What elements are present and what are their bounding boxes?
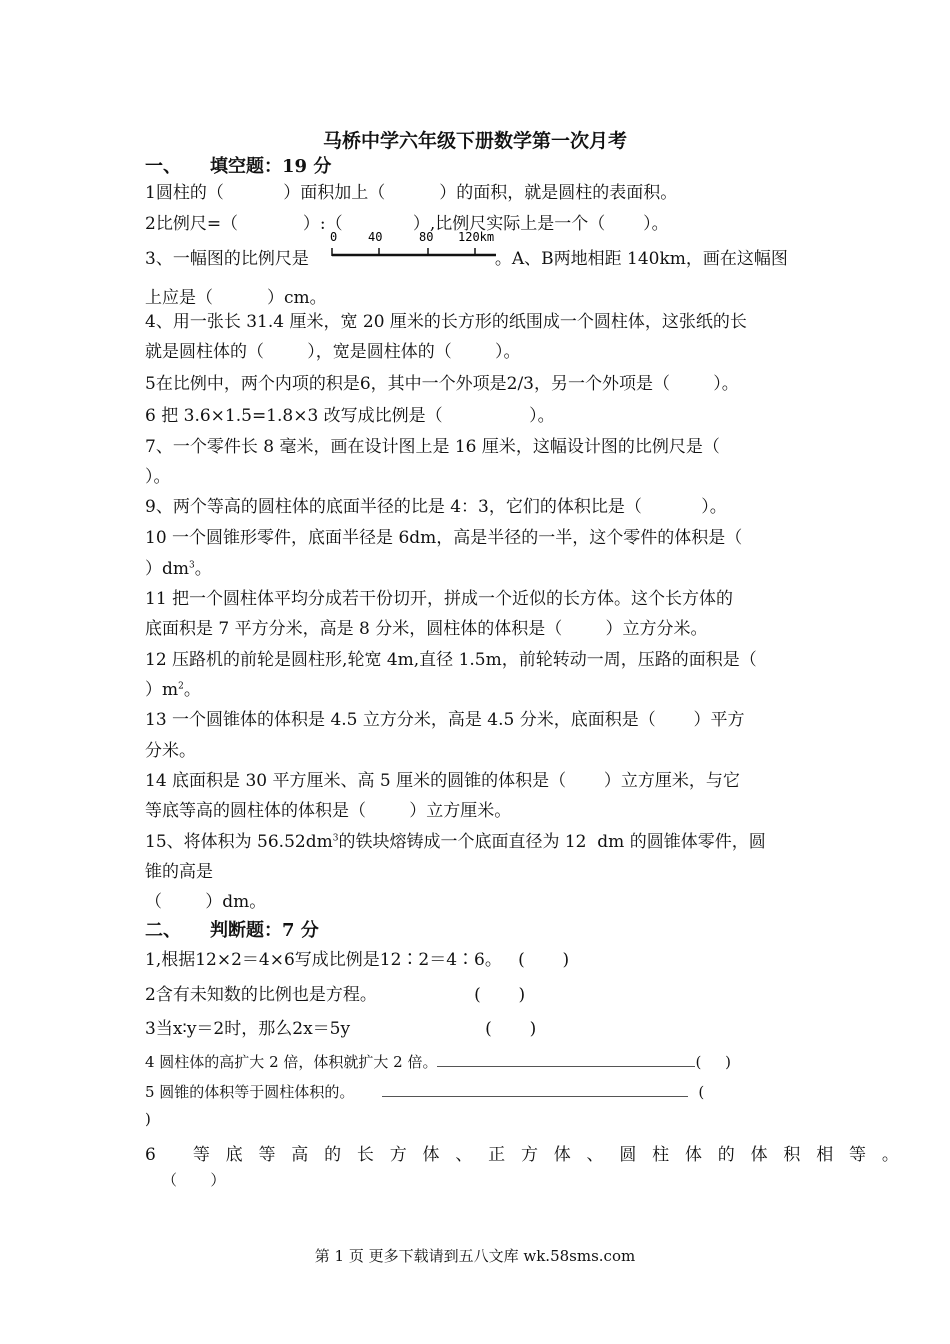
judge-line — [145, 1050, 731, 1072]
question-text: 。 — [183, 680, 201, 700]
question-line — [145, 554, 212, 579]
section-heading-judge — [145, 916, 319, 942]
question-line: 6 把 3.6×1.5=1.8×3 改写成比例是（ ）。 — [145, 406, 555, 426]
question-line: 5在比例中，两个内项的积是6，其中一个外项是2/3，另一个外项是（ ）。 — [145, 374, 739, 394]
question-line: 就是圆柱体的（ ），宽是圆柱体的（ ）。 — [145, 342, 521, 362]
judge-line — [145, 1080, 704, 1102]
judge-line: ) — [145, 1110, 151, 1128]
question-line: 9、两个等高的圆柱体的底面半径的比是 4：3，它们的体积比是（ ）。 — [145, 497, 727, 517]
question-line: 13 一个圆锥体的体积是 4.5 立方分米，高是 4.5 分米，底面积是（ ）平方 — [145, 710, 745, 730]
section-label: 判断题：7 分 — [210, 920, 319, 941]
section-number: 一、 — [145, 156, 181, 177]
section-heading-fill — [145, 152, 331, 178]
question-line: 锥的高是 — [145, 862, 213, 882]
judge-text: 5 圆锥的体积等于圆柱体积的。 — [145, 1083, 355, 1101]
section-label: 填空题：19 分 — [210, 156, 332, 177]
question-line: 1圆柱的（ ）面积加上（ ）的面积，就是圆柱的表面积。 — [145, 183, 678, 203]
question-line: 上应是（ ）cm。 — [145, 288, 327, 308]
answer-bracket: ( ) — [695, 1053, 732, 1071]
judge-line: 2含有未知数的比例也是方程。 ( ) — [145, 985, 526, 1005]
question-line — [145, 827, 766, 852]
question-text: ）dm — [145, 559, 190, 579]
superscript: 3 — [189, 560, 195, 571]
answer-underline — [437, 1050, 695, 1067]
judge-text: 4 圆柱体的高扩大 2 倍，体积就扩大 2 倍。 — [145, 1053, 438, 1071]
superscript: 3 — [332, 833, 339, 844]
question-text: ）m — [145, 680, 179, 700]
question-text: 15、将体积为 56.52dm — [145, 832, 333, 852]
scale-label: 80 — [419, 230, 434, 244]
judge-line: 3当x∶y＝2时，那么2x＝5y ( ) — [145, 1019, 537, 1039]
question-line: 等底等高的圆柱体的体积是（ ）立方厘米。 — [145, 801, 512, 821]
question-line: 4、用一张长 31.4 厘米，宽 20 厘米的长方形的纸围成一个圆柱体，这张纸的长 — [145, 312, 747, 332]
question-line: 14 底面积是 30 平方厘米、高 5 厘米的圆锥的体积是（ ）立方厘米，与它 — [145, 771, 740, 791]
question-text: 。A、B两地相距 140km，画在这幅图 — [494, 249, 788, 269]
question-text: 3、一幅图的比例尺是 — [145, 249, 309, 269]
question-line: 11 把一个圆柱体平均分成若干份切开，拼成一个近似的长方体。这个长方体的 — [145, 589, 734, 609]
question-text: 。 — [194, 559, 212, 579]
judge-line: 6 等底等高的长方体、正方体、圆柱体的体积相等。 — [145, 1145, 915, 1165]
question-line: 12 压路机的前轮是圆柱形,轮宽 4m,直径 1.5m，前轮转动一周，压路的面积是（ — [145, 650, 757, 670]
question-line: 分米。 — [145, 741, 196, 761]
answer-underline — [382, 1080, 688, 1097]
question-line — [145, 675, 201, 700]
judge-line: 1,根据12×2＝4×6写成比例是12∶2＝4∶6。 ( ) — [145, 950, 570, 970]
question-line: 底面积是 7 平方分米，高是 8 分米，圆柱体的体积是（ ）立方分米。 — [145, 619, 708, 639]
scale-bar-figure — [330, 228, 500, 264]
judge-line: （ ） — [162, 1171, 226, 1189]
scale-label: 120km — [458, 230, 495, 244]
answer-bracket: ( — [698, 1083, 705, 1101]
superscript: 2 — [178, 681, 184, 692]
question-text: 的铁块熔铸成一个底面直径为 12 dm 的圆锥体零件，圆 — [338, 832, 766, 852]
question-line: ）。 — [145, 467, 171, 487]
page-footer: 第 1 页 更多下载请到五八文库 wk.58sms.com — [314, 1247, 636, 1265]
question-line: 7、一个零件长 8 毫米，画在设计图上是 16 厘米，这幅设计图的比例尺是（ — [145, 437, 720, 457]
scale-label: 40 — [368, 230, 383, 244]
question-line: 2比例尺=（ ）:（ ）,比例尺实际上是一个（ ）。 — [145, 214, 669, 234]
section-number: 二、 — [145, 920, 181, 941]
scale-label: 0 — [330, 230, 338, 244]
page-title: 马桥中学六年级下册数学第一次月考 — [322, 130, 627, 152]
question-line: 10 一个圆锥形零件，底面半径是 6dm，高是半径的一半，这个零件的体积是（ — [145, 528, 743, 548]
question-line: （ ）dm。 — [145, 892, 267, 912]
